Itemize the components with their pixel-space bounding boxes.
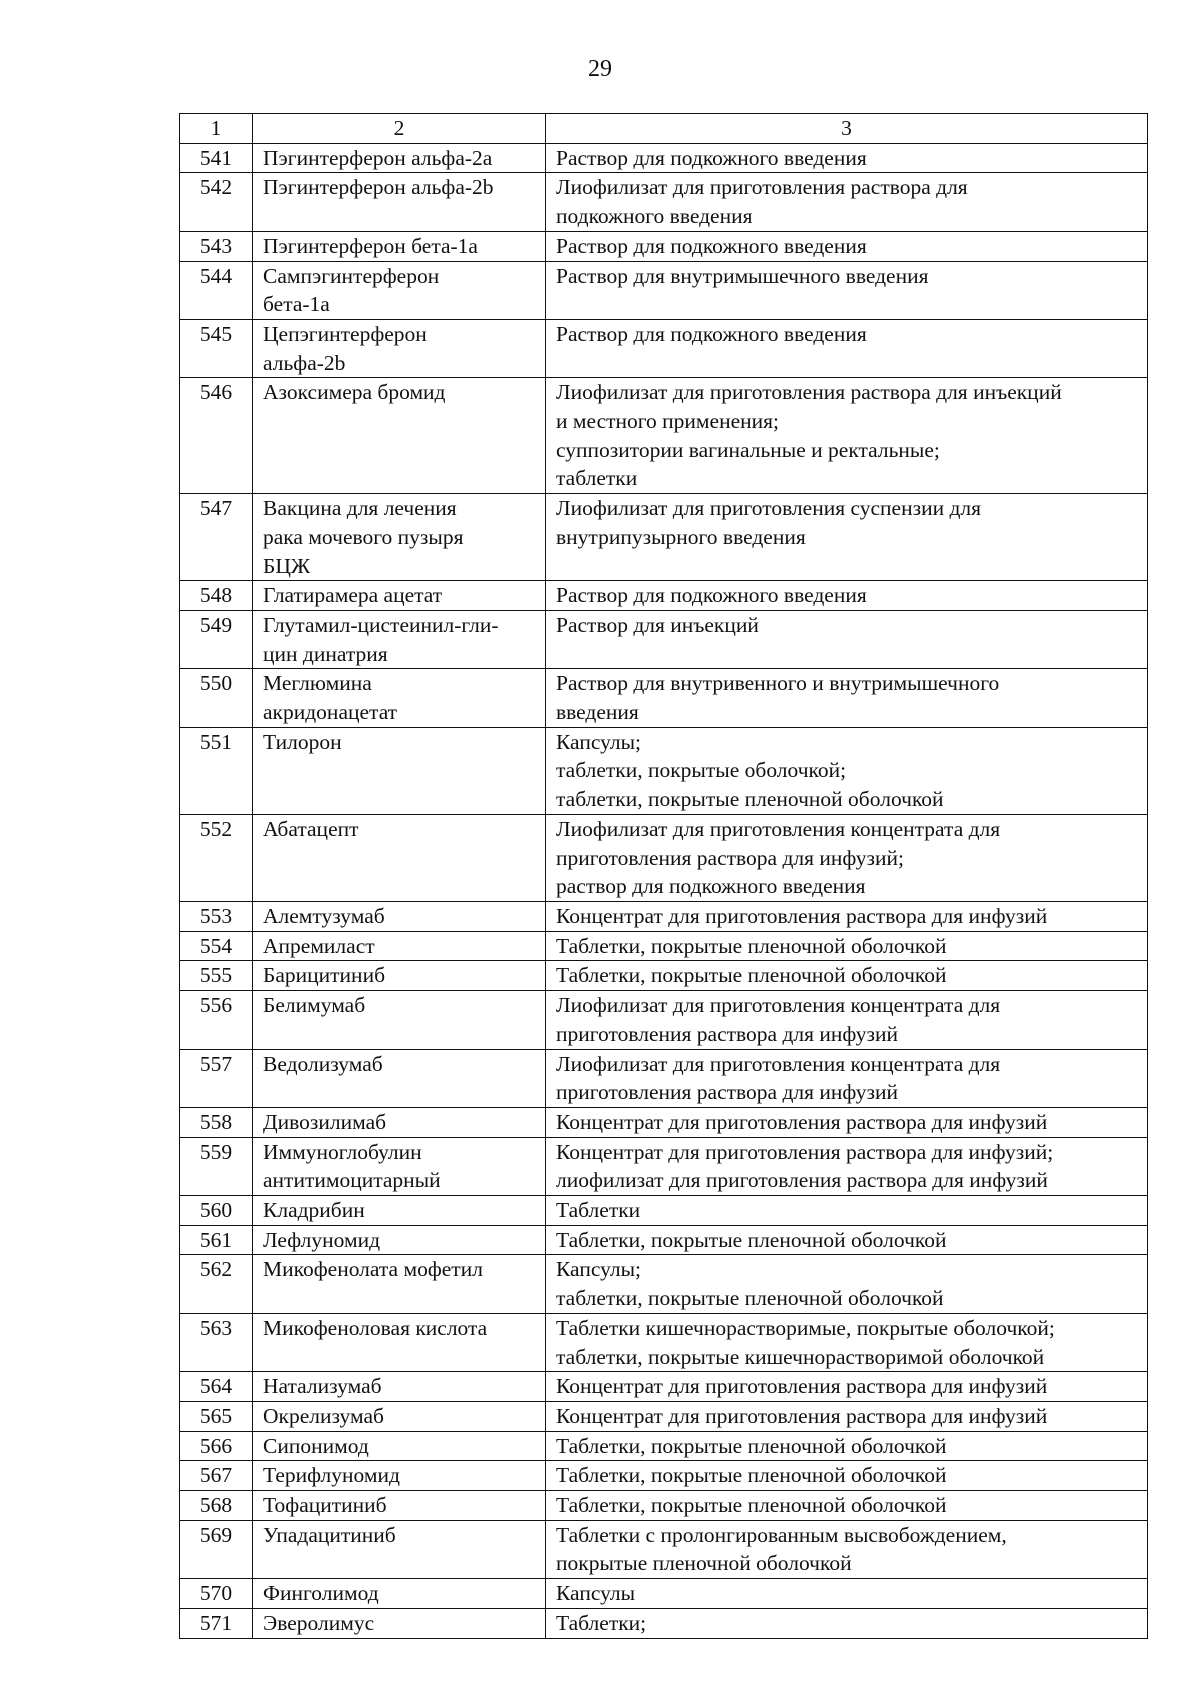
drug-name-line: Дивозилимаб [263, 1109, 387, 1134]
dosage-form-cell [546, 143, 1148, 173]
dosage-form-cell [546, 901, 1148, 931]
drug-name-line: Тофацитиниб [263, 1493, 387, 1518]
table-row [180, 1313, 1148, 1371]
drug-name-cell [253, 669, 546, 727]
dosage-form-line: приготовления раствора для инфузий [556, 1021, 899, 1046]
dosage-form-line: Раствор для внутримышечного введения [556, 263, 929, 288]
dosage-form-cell [546, 231, 1148, 261]
dosage-form-line: приготовления раствора для инфузий; [556, 845, 905, 870]
drug-name-cell [253, 1196, 546, 1226]
table-row [180, 1372, 1148, 1402]
row-number: 543 [180, 231, 253, 261]
dosage-form-cell [546, 727, 1148, 814]
dosage-form-line: Лиофилизат для приготовления раствора для инъекций [556, 380, 1062, 405]
drug-name-line: Лефлуномид [263, 1227, 381, 1252]
dosage-form-line: Таблетки с пролонгированным высвобождением, [556, 1522, 1007, 1547]
dosage-form-line: Лиофилизат для приготовления концентрата для [556, 993, 1001, 1018]
table-body [180, 143, 1148, 1638]
medication-table [179, 113, 1148, 1639]
dosage-form-line: Лиофилизат для приготовления суспензии для [556, 496, 982, 521]
dosage-form-line: и местного применения; [556, 409, 779, 434]
dosage-form-line: Таблетки, покрытые пленочной оболочкой [556, 1463, 947, 1488]
table-row [180, 1225, 1148, 1255]
dosage-form-cell [546, 1107, 1148, 1137]
drug-name-cell [253, 1313, 546, 1371]
table-row [180, 1107, 1148, 1137]
drug-name-line: Азоксимера бромид [263, 380, 446, 405]
table-row [180, 581, 1148, 611]
table-row [180, 1491, 1148, 1521]
dosage-form-line: Раствор для инъекций [556, 612, 759, 637]
drug-name-line: антитимоцитарный [263, 1168, 441, 1193]
drug-name-line: альфа-2b [263, 350, 346, 375]
dosage-form-cell [546, 814, 1148, 901]
dosage-form-cell [546, 1049, 1148, 1107]
dosage-form-line: покрытые пленочной оболочкой [556, 1551, 852, 1576]
dosage-form-line: Концентрат для приготовления раствора для инфузий [556, 903, 1048, 928]
dosage-form-line: Концентрат для приготовления раствора для инфузий [556, 1403, 1048, 1428]
dosage-form-cell [546, 610, 1148, 668]
drug-name-line: Белимумаб [263, 993, 366, 1018]
drug-name-line: Сипонимод [263, 1433, 369, 1458]
drug-name-line: Финголимод [263, 1581, 379, 1606]
row-number: 562 [180, 1255, 253, 1313]
table-header-row [180, 114, 1148, 144]
table-row [180, 669, 1148, 727]
dosage-form-line: Таблетки; [556, 1610, 647, 1635]
row-number: 560 [180, 1196, 253, 1226]
drug-name-line: Окрелизумаб [263, 1403, 384, 1428]
table-row [180, 1049, 1148, 1107]
row-number: 553 [180, 901, 253, 931]
dosage-form-line: суппозитории вагинальные и ректальные; [556, 437, 940, 462]
dosage-form-line: Лиофилизат для приготовления концентрата для [556, 1051, 1001, 1076]
drug-name-cell [253, 1225, 546, 1255]
row-number: 569 [180, 1520, 253, 1578]
drug-name-line: Пэгинтерферон бета-1a [263, 233, 478, 258]
column-header-number: 1 [180, 114, 253, 144]
row-number: 571 [180, 1608, 253, 1638]
row-number: 565 [180, 1401, 253, 1431]
dosage-form-line: Лиофилизат для приготовления раствора для [556, 175, 968, 200]
drug-name-line: Упадацитиниб [263, 1522, 396, 1547]
dosage-form-cell [546, 991, 1148, 1049]
drug-name-cell [253, 231, 546, 261]
drug-name-cell [253, 1255, 546, 1313]
dosage-form-cell [546, 581, 1148, 611]
dosage-form-line: Таблетки [556, 1198, 641, 1223]
dosage-form-cell [546, 931, 1148, 961]
dosage-form-cell [546, 1313, 1148, 1371]
dosage-form-line: Раствор для внутривенного и внутримышечного [556, 671, 1000, 696]
drug-name-line: Сампэгинтерферон [263, 263, 440, 288]
drug-name-line: Кладрибин [263, 1198, 365, 1223]
drug-name-cell [253, 494, 546, 581]
page-number: 29 [588, 56, 612, 82]
dosage-form-cell [546, 1491, 1148, 1521]
dosage-form-line: Раствор для подкожного введения [556, 583, 867, 608]
dosage-form-cell [546, 1225, 1148, 1255]
row-number: 556 [180, 991, 253, 1049]
drug-name-cell [253, 1137, 546, 1195]
drug-name-line: Алемтузумаб [263, 903, 385, 928]
drug-name-cell [253, 1049, 546, 1107]
row-number: 568 [180, 1491, 253, 1521]
dosage-form-line: Концентрат для приготовления раствора для инфузий [556, 1109, 1048, 1134]
dosage-form-line: таблетки, покрытые кишечнорастворимой оболочкой [556, 1344, 1045, 1369]
row-number: 552 [180, 814, 253, 901]
drug-name-line: Микофенолата мофетил [263, 1257, 483, 1282]
drug-name-line: Эверолимус [263, 1610, 375, 1635]
row-number: 544 [180, 261, 253, 319]
table-row [180, 1608, 1148, 1638]
table-row [180, 1520, 1148, 1578]
drug-name-line: Терифлуномид [263, 1463, 400, 1488]
dosage-form-cell [546, 1372, 1148, 1402]
drug-name-cell [253, 727, 546, 814]
column-header-name: 2 [253, 114, 546, 144]
row-number: 567 [180, 1461, 253, 1491]
drug-name-cell [253, 814, 546, 901]
row-number: 564 [180, 1372, 253, 1402]
dosage-form-line: Капсулы; [556, 729, 642, 754]
drug-name-cell [253, 901, 546, 931]
dosage-form-line: Таблетки, покрытые пленочной оболочкой [556, 963, 947, 988]
drug-name-line: Натализумаб [263, 1374, 382, 1399]
drug-name-line: Вакцина для лечения [263, 496, 457, 521]
row-number: 550 [180, 669, 253, 727]
drug-name-cell [253, 261, 546, 319]
dosage-form-cell [546, 1520, 1148, 1578]
table-row [180, 1196, 1148, 1226]
row-number: 570 [180, 1579, 253, 1609]
row-number: 555 [180, 961, 253, 991]
table-row [180, 1137, 1148, 1195]
dosage-form-line: таблетки, покрытые пленочной оболочкой [556, 1286, 944, 1311]
dosage-form-cell [546, 1579, 1148, 1609]
drug-name-line: Ведолизумаб [263, 1051, 383, 1076]
row-number: 549 [180, 610, 253, 668]
drug-name-cell [253, 1431, 546, 1461]
dosage-form-cell [546, 961, 1148, 991]
dosage-form-line: Капсулы [556, 1581, 636, 1606]
dosage-form-line: Таблетки, покрытые пленочной оболочкой [556, 1433, 947, 1458]
table-row [180, 173, 1148, 231]
dosage-form-line: Таблетки, покрытые пленочной оболочкой [556, 1227, 947, 1252]
drug-name-line: акридонацетат [263, 700, 398, 725]
dosage-form-line: Таблетки, покрытые пленочной оболочкой [556, 933, 947, 958]
drug-name-cell [253, 173, 546, 231]
drug-name-cell [253, 1401, 546, 1431]
dosage-form-line: Лиофилизат для приготовления концентрата для [556, 816, 1001, 841]
dosage-form-line: Раствор для подкожного введения [556, 145, 867, 170]
table-row [180, 931, 1148, 961]
dosage-form-line: Капсулы; [556, 1257, 642, 1282]
dosage-form-line: приготовления раствора для инфузий [556, 1080, 899, 1105]
drug-name-line: цин динатрия [263, 641, 388, 666]
table-row [180, 610, 1148, 668]
row-number: 558 [180, 1107, 253, 1137]
dosage-form-line: лиофилизат для приготовления раствора для инфузий [556, 1168, 1048, 1193]
dosage-form-line: внутрипузырного введения [556, 524, 806, 549]
dosage-form-line: Концентрат для приготовления раствора для инфузий [556, 1374, 1048, 1399]
dosage-form-line: таблетки, покрытые оболочкой; [556, 758, 847, 783]
drug-name-line: Апремиласт [263, 933, 375, 958]
table-row [180, 231, 1148, 261]
dosage-form-line: Раствор для подкожного введения [556, 233, 867, 258]
dosage-form-line: таблетки, покрытые пленочной оболочкой [556, 787, 944, 812]
dosage-form-cell [546, 378, 1148, 494]
table-row [180, 814, 1148, 901]
dosage-form-line: раствор для подкожного введения [556, 874, 866, 899]
drug-name-line: Пэгинтерферон альфа-2b [263, 175, 494, 200]
table-row [180, 1401, 1148, 1431]
dosage-form-cell [546, 173, 1148, 231]
drug-name-cell [253, 1520, 546, 1578]
table-row [180, 378, 1148, 494]
drug-name-line: Иммуноглобулин [263, 1139, 422, 1164]
table-row [180, 1579, 1148, 1609]
dosage-form-cell [546, 1431, 1148, 1461]
dosage-form-cell [546, 1137, 1148, 1195]
drug-name-line: рака мочевого пузыря [263, 524, 464, 549]
row-number: 542 [180, 173, 253, 231]
dosage-form-cell [546, 1461, 1148, 1491]
table-row [180, 1461, 1148, 1491]
dosage-form-line: введения [556, 700, 639, 725]
dosage-form-cell [546, 1255, 1148, 1313]
table-row [180, 143, 1148, 173]
drug-name-line: БЦЖ [263, 553, 311, 578]
row-number: 566 [180, 1431, 253, 1461]
table-row [180, 494, 1148, 581]
drug-name-cell [253, 143, 546, 173]
row-number: 551 [180, 727, 253, 814]
table-row [180, 727, 1148, 814]
table-row [180, 319, 1148, 377]
dosage-form-cell [546, 1401, 1148, 1431]
drug-name-cell [253, 319, 546, 377]
dosage-form-line: Таблетки кишечнорастворимые, покрытые оболочкой; [556, 1315, 1055, 1340]
row-number: 557 [180, 1049, 253, 1107]
drug-name-cell [253, 1107, 546, 1137]
column-header-form: 3 [546, 114, 1148, 144]
dosage-form-line: Раствор для подкожного введения [556, 321, 867, 346]
table-row [180, 961, 1148, 991]
drug-name-cell [253, 378, 546, 494]
drug-name-cell [253, 1491, 546, 1521]
row-number: 561 [180, 1225, 253, 1255]
drug-name-cell [253, 1461, 546, 1491]
drug-name-line: Меглюмина [263, 671, 372, 696]
row-number: 541 [180, 143, 253, 173]
drug-name-line: Барицитиниб [263, 963, 386, 988]
drug-name-cell [253, 1372, 546, 1402]
row-number: 546 [180, 378, 253, 494]
table-row [180, 261, 1148, 319]
drug-name-cell [253, 961, 546, 991]
drug-name-line: Глатирамера ацетат [263, 583, 443, 608]
drug-name-cell [253, 991, 546, 1049]
row-number: 563 [180, 1313, 253, 1371]
dosage-form-line: таблетки [556, 466, 638, 491]
table-row [180, 1431, 1148, 1461]
drug-name-line: Тилорон [263, 729, 342, 754]
dosage-form-line: Концентрат для приготовления раствора для инфузий; [556, 1139, 1054, 1164]
dosage-form-cell [546, 494, 1148, 581]
drug-name-line: бета-1a [263, 292, 330, 317]
drug-name-cell [253, 931, 546, 961]
dosage-form-line: подкожного введения [556, 204, 753, 229]
dosage-form-cell [546, 669, 1148, 727]
row-number: 559 [180, 1137, 253, 1195]
row-number: 548 [180, 581, 253, 611]
drug-name-line: Микофеноловая кислота [263, 1315, 488, 1340]
dosage-form-cell [546, 1608, 1148, 1638]
dosage-form-cell [546, 319, 1148, 377]
dosage-form-cell [546, 261, 1148, 319]
drug-name-line: Цепэгинтерферон [263, 321, 427, 346]
row-number: 547 [180, 494, 253, 581]
table-row [180, 991, 1148, 1049]
drug-name-cell [253, 581, 546, 611]
drug-name-cell [253, 1608, 546, 1638]
row-number: 554 [180, 931, 253, 961]
drug-name-line: Пэгинтерферон альфа-2a [263, 145, 493, 170]
table-row [180, 901, 1148, 931]
drug-name-cell [253, 1579, 546, 1609]
drug-name-line: Глутамил-цистеинил-гли- [263, 612, 499, 637]
drug-name-line: Абатацепт [263, 816, 359, 841]
dosage-form-cell [546, 1196, 1148, 1226]
table-row [180, 1255, 1148, 1313]
row-number: 545 [180, 319, 253, 377]
drug-name-cell [253, 610, 546, 668]
dosage-form-line: Таблетки, покрытые пленочной оболочкой [556, 1493, 947, 1518]
